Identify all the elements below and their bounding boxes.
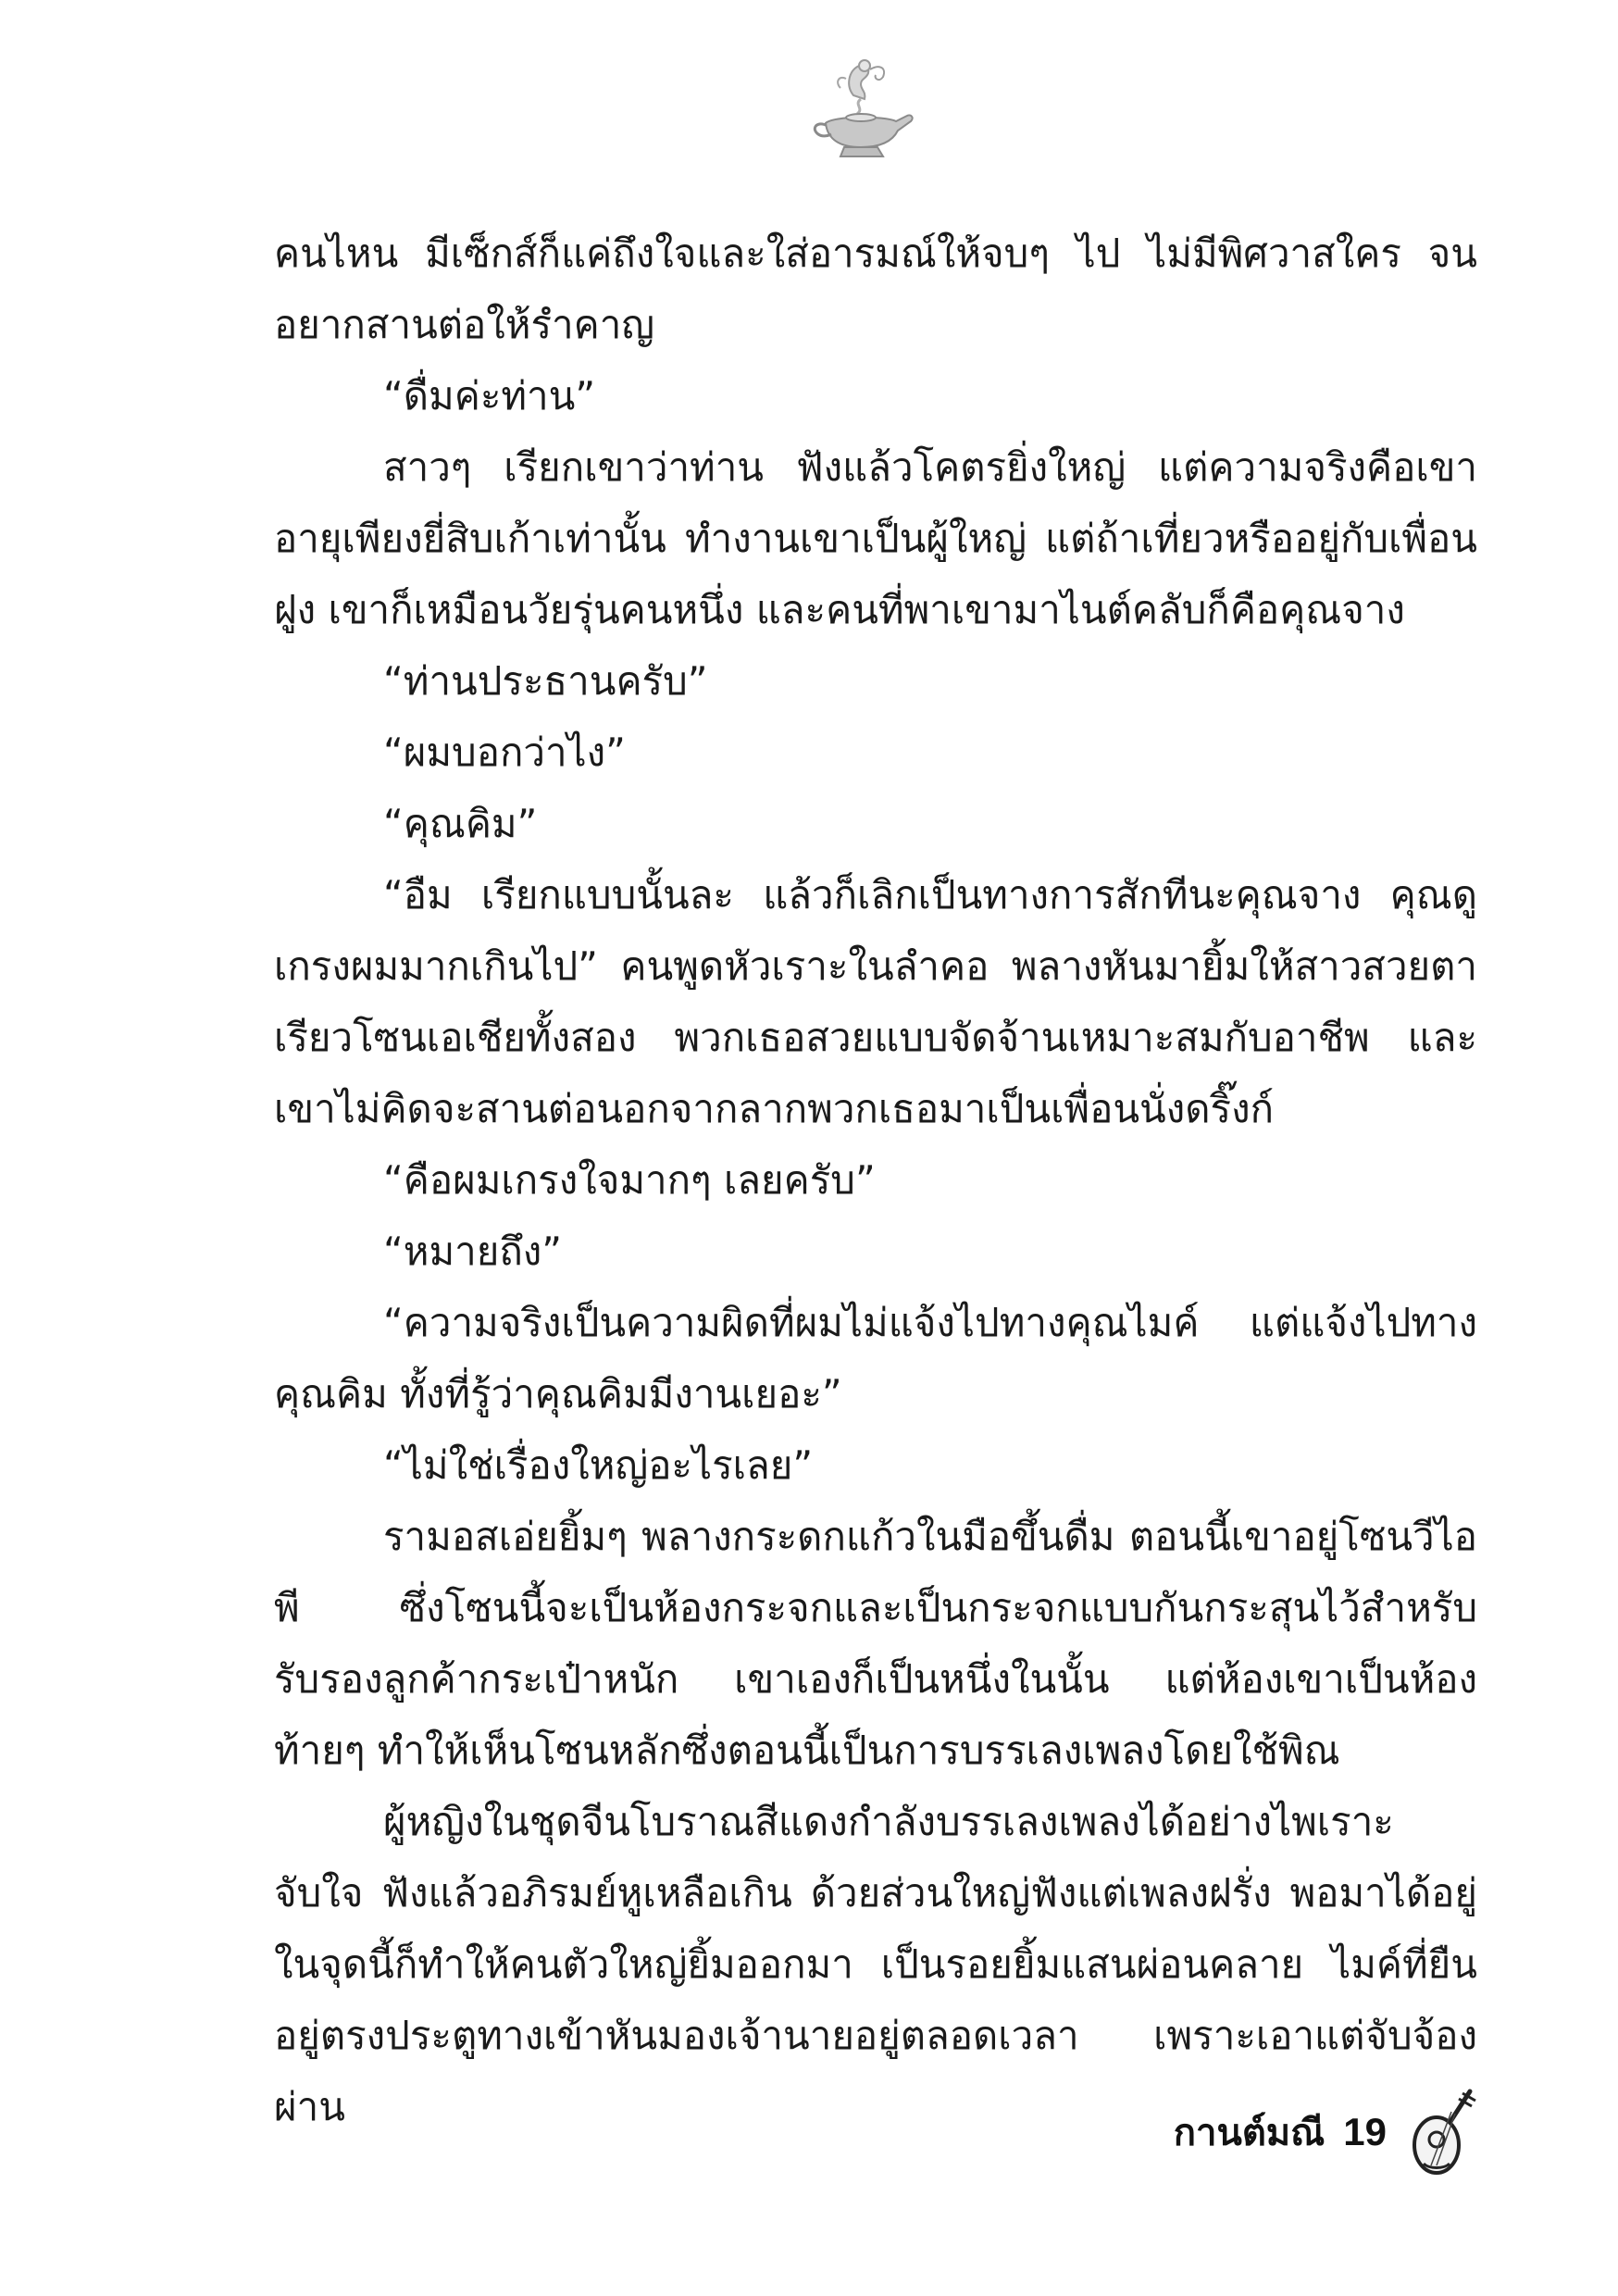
paragraph: “ความจริงเป็นความผิดที่ผมไม่แจ้งไปทางคุณไมค์ แต่แจ้งไปทางคุณคิม ทั้งที่รู้ว่าคุณคิมมีงานเยอะ” [274, 1300, 1477, 1416]
paragraph: “ดื่มค่ะท่าน” [383, 373, 596, 418]
paragraph: “คุณคิม” [383, 801, 538, 846]
paragraph: คนไหน มีเซ็กส์ก็แค่ถึงใจและใส่อารมณ์ให้จบๆ ไป ไม่มีพิศวาสใคร จนอยากสานต่อให้รำคาญ [274, 231, 1477, 347]
page-footer [1055, 2081, 1481, 2183]
body-text [274, 218, 1477, 2142]
paragraph: “ผมบอกว่าไง” [383, 730, 626, 775]
lute-icon [1405, 2086, 1481, 2178]
paragraph: สาวๆ เรียกเขาว่าท่าน ฟังแล้วโคตรยิ่งใหญ่ แต่ความจริงคือเขาอายุเพียงยี่สิบเก้าเท่านั้น ทำงานเขาเป็นผู้ใหญ่ แต่ถ้าเที่ยวหรืออยู่กับเพื่อนฝูง เขาก็เหมือนวัยรุ่นคนหนึ่ง และคนที่พาเขามาไนต์คลับก็คือคุณจาง [274, 444, 1477, 632]
paragraph: รามอสเอ่ยยิ้มๆ พลางกระดกแก้วในมือขึ้นดื่ม ตอนนี้เขาอยู่โซนวีไอพี ซึ่งโซนนี้จะเป็นห้องกระจกและเป็นกระจกแบบกันกระสุนไว้สำหรับรับรองลูกค้ากระเป๋าหนัก เขาเองก็เป็นหนึ่งในนั้น แต่ห้องเขาเป็นห้องท้ายๆ ทำให้เห็นโซนหลักซึ่งตอนนี้เป็นการบรรเลงเพลงโดยใช้พิณ [274, 1514, 1477, 1773]
book-title: กานต์มณี [1173, 2112, 1326, 2154]
paragraph: “อืม เรียกแบบนั้นละ แล้วก็เลิกเป็นทางการสักทีนะคุณจาง คุณดูเกรงผมมากเกินไป” คนพูดหัวเราะในลำคอ พลางหันมายิ้มให้สาวสวยตาเรียวโซนเอเชียทั้งสอง พวกเธอสวยแบบจัดจ้านเหมาะสมกับอาชีพ และเขาไม่คิดจะสานต่อนอกจากลากพวกเธอมาเป็นเพื่อนนั่งดริ๊งก์ [274, 872, 1477, 1131]
paragraph: “ท่านประธานครับ” [383, 658, 708, 704]
paragraph: “หมายถึง” [383, 1229, 563, 1274]
paragraph: “ไม่ใช่เรื่องใหญ่อะไรเลย” [383, 1442, 814, 1488]
page-number: 19 [1343, 2110, 1387, 2153]
genie-lamp-icon [800, 51, 920, 171]
paragraph: ผู้หญิงในชุดจีนโบราณสีแดงกำลังบรรเลงเพลงได้อย่างไพเราะจับใจ ฟังแล้วอภิรมย์หูเหลือเกิน ด้วยส่วนใหญ่ฟังแต่เพลงฝรั่ง พอมาได้อยู่ในจุดนี้ก็ทำให้คนตัวใหญ่ยิ้มออกมา เป็นรอยยิ้มแสนผ่อนคลาย ไมค์ที่ยืนอยู่ตรงประตูทางเข้าหันมองเจ้านายอยู่ตลอดเวลา เพราะเอาแต่จับจ้องผ่าน [274, 1799, 1477, 2129]
paragraph: “คือผมเกรงใจมากๆ เลยครับ” [383, 1157, 876, 1203]
